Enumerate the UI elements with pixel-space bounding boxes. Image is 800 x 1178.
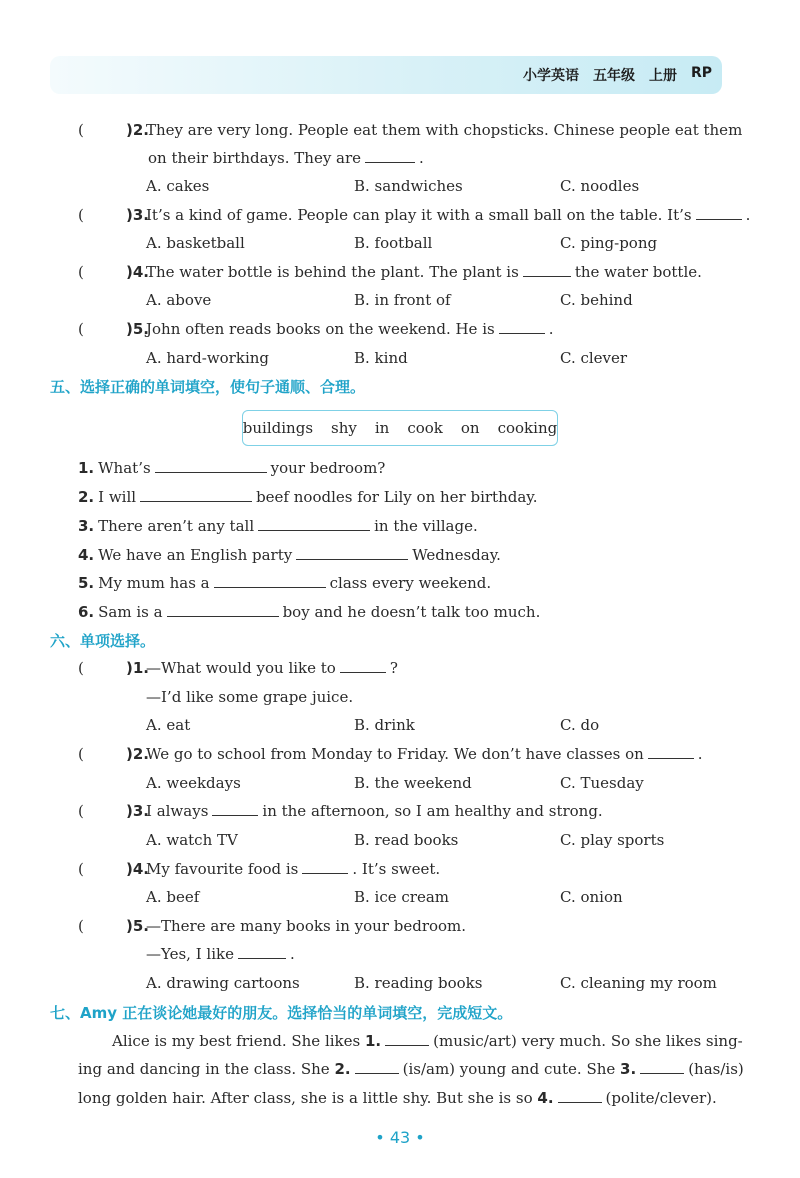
mc-question-6-1: ( )1. —What would you like to ? —I’d like some grape juice. — [78, 659, 398, 706]
options-row — [146, 349, 746, 371]
word-bank-item: on — [460, 419, 480, 437]
section-7-title: 七、Amy 正在谈论她最好的朋友。选择恰当的单词填空，完成短文。 — [50, 1004, 513, 1022]
option-a[interactable]: A. eat — [146, 716, 191, 734]
answer-blank[interactable] — [302, 859, 348, 874]
answer-blank[interactable] — [238, 944, 286, 959]
question-text: —What would you like to ? — [146, 659, 398, 677]
option-b[interactable]: B. drink — [354, 716, 415, 734]
question-text-line2: —Yes, I like . — [146, 945, 295, 963]
question-number: )5. — [126, 917, 149, 935]
option-a[interactable]: A. drawing cartoons — [146, 974, 300, 992]
answer-blank[interactable] — [499, 319, 545, 334]
mc-question-6-3: ( )3. I always in the afternoon, so I am healthy and strong. — [78, 802, 603, 820]
mc-question-3: ( )3. It’s a kind of game. People can play it with a small ball on the table. It’s . — [78, 206, 751, 224]
option-b[interactable]: B. read books — [354, 831, 459, 849]
question-text: I always in the afternoon, so I am healthy and strong. — [146, 802, 603, 820]
question-text: —There are many books in your bedroom. — [146, 917, 467, 935]
options-row — [146, 888, 746, 910]
fill-item-1: 1. What’s your bedroom? — [78, 459, 386, 477]
options-row — [146, 291, 746, 313]
option-b[interactable]: B. kind — [354, 349, 408, 367]
option-c[interactable]: C. noodles — [560, 177, 640, 195]
answer-blank[interactable] — [167, 602, 279, 617]
question-number: )2. — [126, 121, 149, 139]
mc-question-5: ( )5. John often reads books on the weekend. He is . — [78, 320, 554, 338]
header-grade: 五年级 — [592, 68, 635, 84]
option-b[interactable]: B. ice cream — [354, 888, 450, 906]
word-bank-item: buildings — [242, 419, 314, 437]
options-row — [146, 774, 746, 796]
question-number: )3. — [126, 802, 149, 820]
option-a[interactable]: A. watch TV — [146, 831, 238, 849]
option-a[interactable]: A. above — [146, 291, 212, 309]
question-text: We go to school from Monday to Friday. We don’t have classes on . — [146, 745, 703, 763]
options-row — [146, 974, 746, 996]
option-c[interactable]: C. onion — [560, 888, 623, 906]
page-number: • 43 • — [375, 1128, 425, 1147]
question-number: )4. — [126, 860, 149, 878]
question-text: They are very long. People eat them with chopsticks. Chinese people eat them — [146, 121, 743, 139]
answer-blank[interactable] — [212, 801, 258, 816]
fill-item-3: 3. There aren’t any tall in the village. — [78, 517, 478, 535]
word-bank-item: in — [374, 419, 390, 437]
answer-blank[interactable] — [640, 1059, 684, 1074]
option-a[interactable]: A. beef — [146, 888, 200, 906]
answer-blank[interactable] — [155, 458, 267, 473]
section-5-title: 五、选择正确的单词填空，使句子通顺、合理。 — [50, 378, 366, 396]
mc-question-2: ( )2. They are very long. People eat them with chopsticks. Chinese people eat them on their birthdays. They are . — [78, 121, 743, 167]
option-b[interactable]: B. in front of — [354, 291, 451, 309]
answer-blank[interactable] — [648, 744, 694, 759]
option-b[interactable]: B. sandwiches — [354, 177, 463, 195]
answer-blank[interactable] — [365, 148, 415, 163]
answer-blank[interactable] — [523, 262, 571, 277]
question-text: The water bottle is behind the plant. The plant is the water bottle. — [146, 263, 702, 281]
header-subject: 小学英语 — [522, 68, 579, 84]
option-b[interactable]: B. football — [354, 234, 433, 252]
mc-question-6-4: ( )4. My favourite food is . It’s sweet. — [78, 860, 441, 878]
question-text: It’s a kind of game. People can play it with a small ball on the table. It’s . — [146, 206, 751, 224]
question-text-line2: —I’d like some grape juice. — [146, 688, 354, 706]
option-b[interactable]: B. the weekend — [354, 774, 472, 792]
fill-item-4: 4. We have an English party Wednesday. — [78, 546, 501, 564]
question-number: )4. — [126, 263, 149, 281]
question-text-line2: on their birthdays. They are . — [148, 149, 424, 167]
options-row — [146, 234, 746, 256]
option-a[interactable]: A. hard-working — [146, 349, 270, 367]
passage-line-3: long golden hair. After class, she is a little shy. But she is so 4. (polite/clever). — [78, 1089, 717, 1107]
question-number: )2. — [126, 745, 149, 763]
fill-item-6: 6. Sam is a boy and he doesn’t talk too much. — [78, 603, 541, 621]
option-a[interactable]: A. basketball — [146, 234, 245, 252]
word-bank-item: cooking — [497, 419, 558, 437]
passage-line-2: ing and dancing in the class. She 2. (is/am) young and cute. She 3. (has/is) — [78, 1060, 744, 1078]
option-c[interactable]: C. clever — [560, 349, 628, 367]
answer-blank[interactable] — [296, 545, 408, 560]
passage-line-1: Alice is my best friend. She likes 1. (music/art) very much. So she likes sing- — [112, 1032, 743, 1050]
word-bank-item: shy — [331, 419, 357, 437]
option-c[interactable]: C. do — [560, 716, 600, 734]
question-number: )5. — [126, 320, 149, 338]
option-a[interactable]: A. weekdays — [146, 774, 241, 792]
option-c[interactable]: C. behind — [560, 291, 633, 309]
option-c[interactable]: C. Tuesday — [560, 774, 644, 792]
mc-question-6-5: ( )5. —There are many books in your bedroom. —Yes, I like . — [78, 917, 467, 963]
answer-blank[interactable] — [214, 573, 326, 588]
option-c[interactable]: C. cleaning my room — [560, 974, 717, 992]
answer-blank[interactable] — [355, 1059, 399, 1074]
fill-item-2: 2. I will beef noodles for Lily on her birthday. — [78, 488, 538, 506]
options-row — [146, 831, 746, 853]
mc-question-6-2: ( )2. We go to school from Monday to Friday. We don’t have classes on . — [78, 745, 703, 763]
fill-item-5: 5. My mum has a class every weekend. — [78, 574, 492, 592]
word-bank — [242, 410, 558, 446]
question-number: )1. — [126, 659, 149, 677]
word-bank-item: cook — [407, 419, 443, 437]
answer-blank[interactable] — [385, 1031, 429, 1046]
section-6-title: 六、单项选择。 — [50, 632, 156, 650]
answer-blank[interactable] — [258, 516, 370, 531]
option-c[interactable]: C. ping-pong — [560, 234, 658, 252]
option-a[interactable]: A. cakes — [146, 177, 210, 195]
header-volume: 上册 — [648, 68, 677, 84]
answer-blank[interactable] — [140, 487, 252, 502]
options-row — [146, 177, 746, 199]
answer-blank[interactable] — [696, 205, 742, 220]
header-meta — [523, 65, 712, 85]
question-number: )3. — [126, 206, 149, 224]
answer-blank[interactable] — [558, 1088, 602, 1103]
header-bar — [50, 56, 722, 94]
header-edition: RP — [690, 65, 712, 81]
question-text: John often reads books on the weekend. He is . — [146, 320, 554, 338]
mc-question-4: ( )4. The water bottle is behind the plant. The plant is the water bottle. — [78, 263, 702, 281]
options-row — [146, 716, 746, 738]
option-c[interactable]: C. play sports — [560, 831, 665, 849]
answer-blank[interactable] — [340, 658, 386, 673]
question-text: My favourite food is . It’s sweet. — [146, 860, 441, 878]
option-b[interactable]: B. reading books — [354, 974, 483, 992]
